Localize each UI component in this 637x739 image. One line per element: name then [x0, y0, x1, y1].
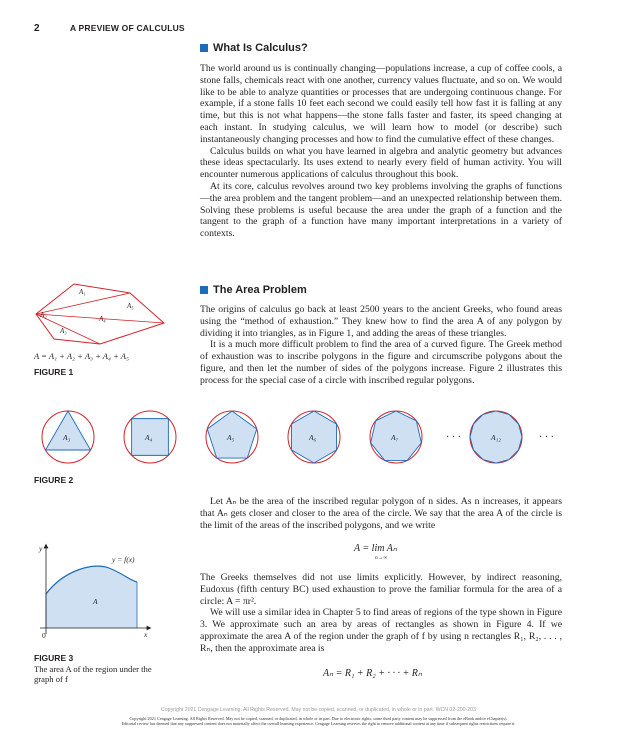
- figure3-origin-label: 0: [42, 631, 46, 640]
- page-header: [34, 23, 185, 34]
- paragraph: We will use a similar idea in Chapter 5 to find areas of regions of the type shown in Figure 3. We approximate such an area by areas of rectangles as shown in Figure 4. If we approximate the area A of the region under the graph of f by using n rectangles R₁, R₂, . . . , Rₙ, then the approximate area is: [200, 607, 562, 654]
- figure2-inscribed-polygons: [34, 405, 574, 469]
- equation-limit-subscript: n→∞: [375, 555, 388, 561]
- figure1-formula: A = A₁ + A₂ + A₃ + A₄ + A₅: [34, 351, 129, 361]
- section-title-what-is-calculus: [200, 42, 308, 54]
- figure1-region-label: A₁: [79, 288, 86, 296]
- page-number: 2: [34, 23, 40, 34]
- figure2-polygon-label: A₅: [227, 433, 235, 442]
- equation-sum: Aₙ = R₁ + R₂ + · · · + Rₙ: [323, 668, 422, 679]
- figure2-polygon-label: A₇: [391, 433, 399, 442]
- equation-limit-text: A = lim Aₙ: [354, 543, 397, 554]
- figure2-polygon-label: A₆: [309, 433, 317, 442]
- paragraph: The world around us is continually changing—populations increase, a cup of coffee cools, a stone falls, chemicals react with one another, currency values fluctuate, and so on. We would like to be able to analyze quantities or processes that are undergoing continuous change. For example, if a stone falls 10 feet each second we could easily tell how fast it is falling at any time, but this is not what happens—the stone falls faster and faster, its speed changing at each instant. In studying calculus, we will learn how to model (or describe) such instantaneously changing processes and how to find the cumulative effect of these changes.: [200, 63, 562, 145]
- paragraph: At its core, calculus revolves around two key problems involving the graphs of functions—the area problem and the tangent problem—and an unexpected relationship between them. Solving these problems is useful because the area under the graph of a function and the tangent to the graph of a function have many important interpretations in a variety of contexts.: [200, 180, 562, 240]
- section-marker-icon: [200, 286, 208, 294]
- figure2-polygon-label: A₃: [63, 433, 71, 442]
- figure2-polygon-label: A₁₂: [491, 433, 501, 442]
- paragraph: The origins of calculus go back at least 2500 years to the ancient Greeks, who found areas using the “method of exhaustion.” They knew how to find the area A of any polygon by dividing it into triangles, as in Figure 1, and adding the areas of these triangles.: [200, 304, 562, 339]
- equation-limit: [354, 543, 397, 554]
- figure3-area-under-curve: [34, 542, 174, 642]
- figure2-label: FIGURE 2: [34, 475, 74, 485]
- section2-body-continued: [200, 496, 562, 531]
- rights-notice: [0, 716, 637, 726]
- figure3-label: FIGURE 3: [34, 653, 74, 663]
- figure1-region-label: A₅: [127, 302, 134, 310]
- running-title: A PREVIEW OF CALCULUS: [69, 23, 185, 33]
- figure1-region-label: A₂: [40, 311, 47, 319]
- figure3-region-label: A: [93, 597, 98, 606]
- figure2-polygon-label: A₄: [145, 433, 153, 442]
- figure2-ellipsis: · · ·: [446, 432, 461, 443]
- figure3-caption: The area A of the region under the graph of f: [34, 664, 152, 684]
- section-title-area-problem: [200, 284, 307, 296]
- section-title-text: The Area Problem: [213, 284, 307, 296]
- paragraph: The Greeks themselves did not use limits explicitly. However, by indirect reasoning, Eudoxus (fifth century BC) used exhaustion to prove the familiar formula for the area of a circle: A = πr².: [200, 572, 562, 607]
- paragraph: Let Aₙ be the area of the inscribed regular polygon of n sides. As n increases, it appears that Aₙ gets closer and closer to the area of the circle. We say that the area A of the circle is the limit of the areas of the inscribed polygons, and we write: [200, 496, 562, 531]
- figure1-label: FIGURE 1: [34, 367, 74, 377]
- section2-body: [200, 304, 562, 387]
- section-marker-icon: [200, 44, 208, 52]
- figure1-polygon-diagram: [32, 281, 172, 347]
- section1-body: [200, 63, 562, 240]
- section-title-text: What Is Calculus?: [213, 42, 308, 54]
- rights-notice-line: Editorial review has deemed that any suppressed content does not materially affect the overall learning experience. Cengage Learning reserves the right to remove additional content at any time if subsequent rights restrictions require it.: [121, 721, 516, 727]
- section2-body-continued-2: [200, 572, 562, 655]
- figure1-region-label: A₄: [99, 315, 106, 323]
- copyright-footer: Copyright 2021 Cengage Learning. All Rights Reserved. May not be copied, scanned, or duplicated, in whole or in part. WCN 02-200-203: [161, 707, 476, 713]
- figure3-y-axis-label: y: [39, 544, 43, 553]
- rights-notice-line: Copyright 2021 Cengage Learning. All Rights Reserved. May not be copied, scanned, or duplicated, in whole or in part. Due to electronic rights, some third party content may be suppressed from the eBook and/or eChapter(s).: [129, 716, 508, 721]
- figure2-ellipsis: · · ·: [539, 432, 554, 443]
- paragraph: It is a much more difficult problem to find the area of a curved figure. The Greek method of exhaustion was to inscribe polygons in the figure and circumscribe polygons about the figure, and then let the number of sides of the polygons increase. Figure 2 illustrates this process for the special case of a circle with inscribed regular polygons.: [200, 339, 562, 386]
- figure3-x-axis-label: x: [144, 630, 148, 639]
- paragraph: Calculus builds on what you have learned in algebra and analytic geometry but advances these ideas spectacularly. Its uses extend to nearly every field of human activity. You will encounter numerous applications of calculus throughout this book.: [200, 145, 562, 181]
- figure1-region-label: A₃: [60, 327, 67, 335]
- figure3-curve-label: y = f(x): [112, 555, 135, 564]
